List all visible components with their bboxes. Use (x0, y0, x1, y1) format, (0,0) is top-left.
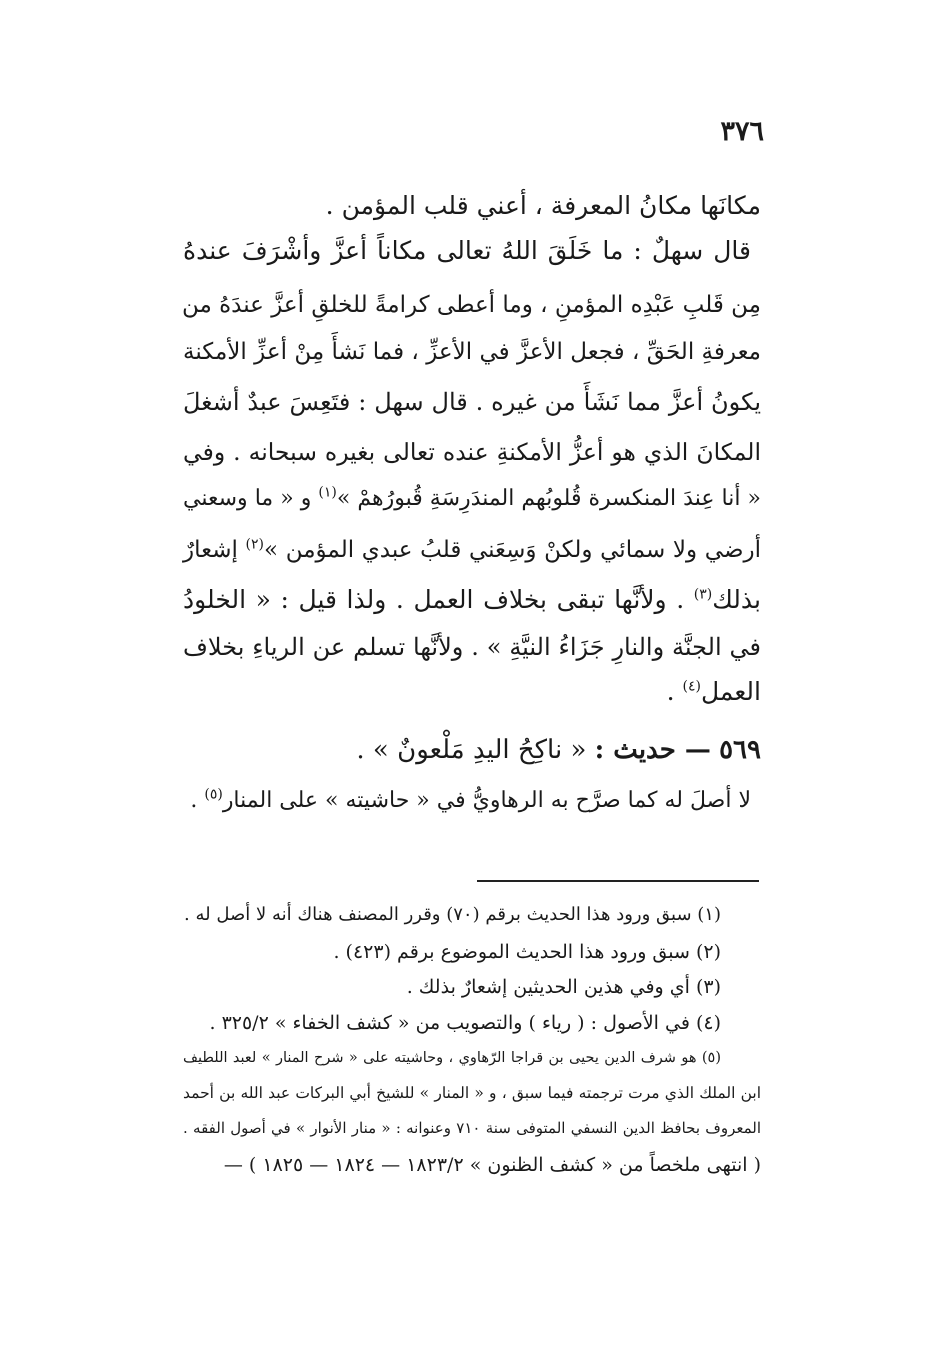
text-segment: « أنا عِندَ المنكسرة قُلوبُهم المندَرِسَةِ قُبورُهمْ » (336, 486, 761, 511)
text-line: مكانَها مكانُ المعرفة ، أعني قلب المؤمن . (325, 191, 761, 220)
footnote-mark: (١) (318, 484, 337, 501)
footnote-line: ابن الملك الذي مرت ترجمته فيما سبق ، و « المنار » للشيخ أبي البركات عبد الله بن أحمد (183, 1084, 761, 1102)
footnote-line: (٤) في الأصول : ( رياء ) والتصويب من « كشف الخفاء » ٣٢٥/٢ . (209, 1012, 721, 1034)
text-line: يكونُ أعزَّ مما نَشَأَ من غيره . قال سهل : فتَعِسَ عبدٌ أشغلَ (183, 388, 761, 416)
footnote-line: (٣) أي وفي هذين الحديثين إشعارٌ بذلك . (406, 976, 721, 998)
text-segment: أرضي ولا سمائي ولكنْ وَسِعَني قلبُ عبدي المؤمن » (263, 537, 761, 563)
footnote-line: (٥) هو شرف الدين يحيى بن قراجا الرّهاوي ، وحاشيته على « شرح المنار » لعبد اللطيف (183, 1050, 721, 1066)
text-line (183, 530, 761, 570)
footnote-mark: (٢) (245, 536, 264, 553)
hadith-number: ٥٦٩ (719, 735, 761, 765)
text-segment: العمل (700, 677, 761, 706)
footnote-mark: (٤) (682, 678, 701, 695)
text-segment: . (190, 788, 205, 813)
text-segment: و « ما وسعني (183, 486, 319, 511)
footnote-mark: (٣) (693, 586, 713, 603)
text-line (183, 580, 761, 620)
text-segment: لا أصلَ له كما صرَّح به الرهاويُّ في « حاشيته » على المنار (222, 788, 751, 813)
text-segment: بذلك (712, 585, 761, 614)
text-line: مِن قَلبِ عَبْدِه المؤمنِ ، وما أعطى كرامةً للخلقِ أعزَّ عندَهُ من (181, 292, 761, 318)
footnote-line: ( انتهى ملخصاً من « كشف الظنون » ١٨٢٣/٢ — ١٨٢٤ — ١٨٢٥ ) — (223, 1154, 761, 1176)
text-line: المكانَ الذي هو أعزُّ الأمكنةِ عنده تعالى بغيره سبحانه . وفي (183, 438, 761, 466)
footnote-line: (١) سبق ورود هذا الحديث برقم (٧٠) وقرر المصنف هناك أنه لا أصل له . (184, 904, 721, 925)
footnote-line: (٢) سبق ورود هذا الحديث الموضوع برقم (٤٢٣) . (333, 941, 721, 963)
text-segment: . (666, 677, 683, 706)
footnote-mark: (٥) (204, 786, 223, 803)
text-line (183, 479, 761, 519)
footnote-divider (477, 880, 759, 882)
text-line: معرفةِ الحَقِّ ، فجعل الأعزَّ في الأعزِّ ، فما نَشأَ مِنْ أعزِّ الأمكنة (183, 339, 761, 365)
hadith-heading (183, 730, 761, 770)
footnote-line: المعروف بحافظ الدين النسفي المتوفى سنة ٧١٠ وعنوانه : « منار الأنوار » في أصول الفقه . (183, 1119, 761, 1137)
page-number: ٣٧٦ (720, 116, 764, 147)
text-segment: إشعارٌ (183, 537, 246, 563)
text-line: قال سهلٌ : ما خَلَقَ اللهُ تعالى مكاناً أعزَّ وأشْرَفَ عندهُ (183, 236, 751, 265)
hadith-comment (183, 781, 751, 821)
text-line (183, 672, 761, 712)
hadith-label: — حديث : (594, 735, 711, 765)
text-segment: . ولأنَّها تبقى بخلاف العمل . ولذا قيل : « الخلودُ (183, 585, 694, 614)
hadith-text: « ناكِحُ اليدِ مَلْعونٌ » . (356, 735, 595, 765)
text-line: في الجنَّة والنارِ جَزَاءُ النيَّةِ » . ولأنَّها تسلم عن الرياءِ بخلاف (183, 633, 761, 661)
